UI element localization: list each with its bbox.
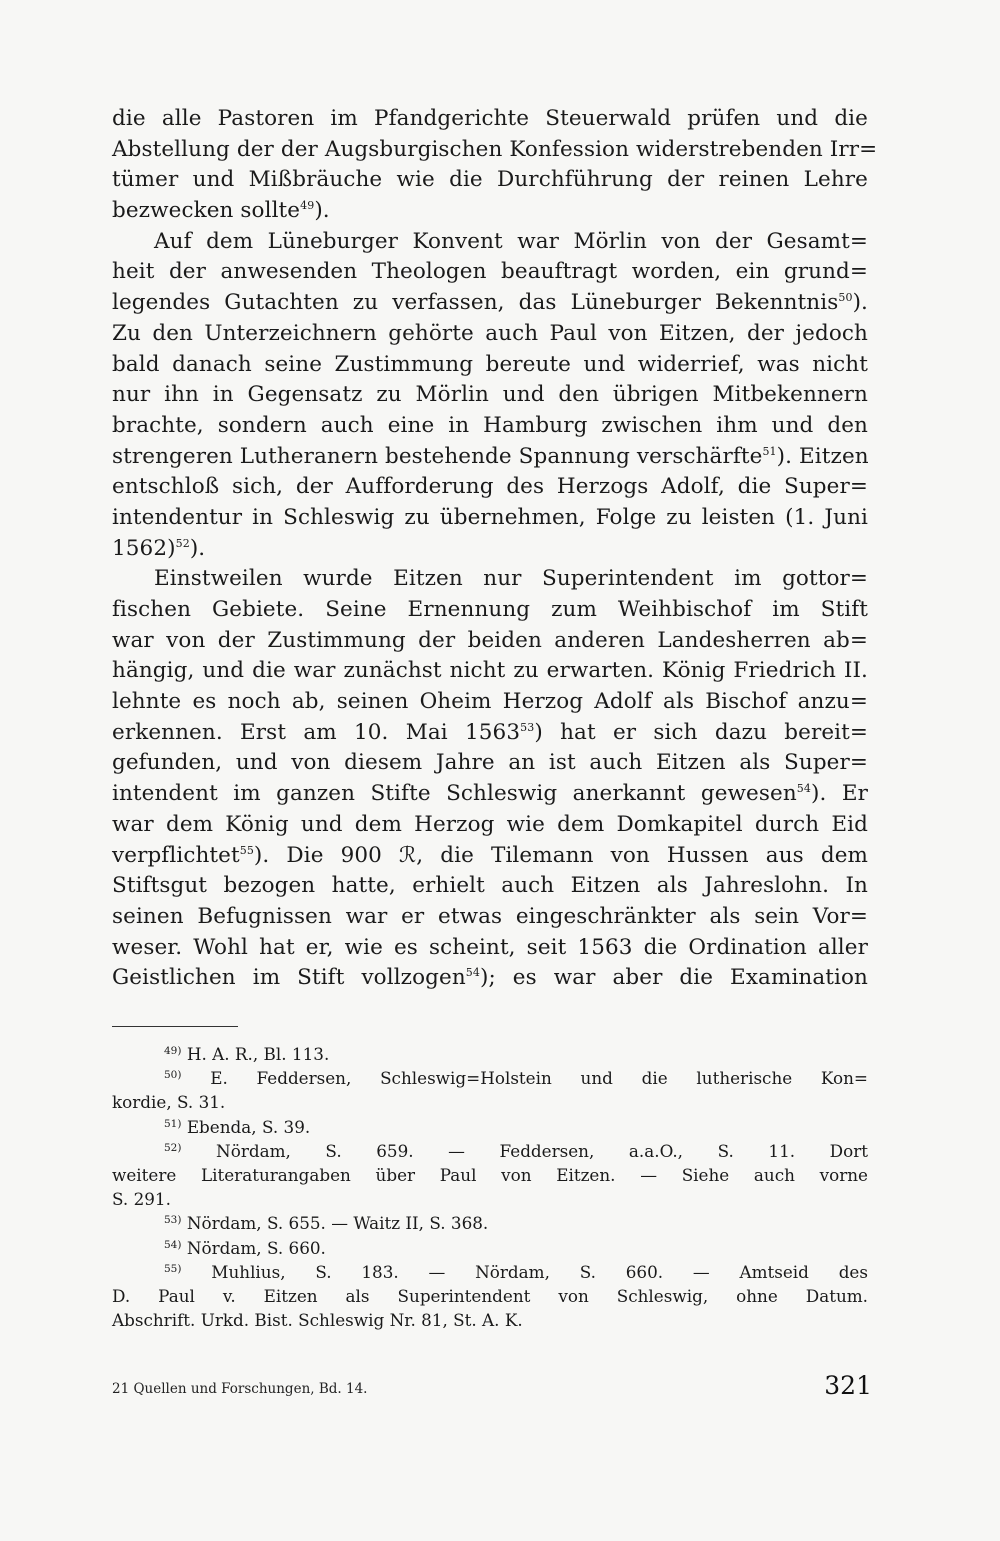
body-line: verpflichtet$^{55}$). Die 900 ℛ, die Tilemann von Hussen aus dem — [112, 842, 869, 868]
footnote-continuation: D. Paul v. Eitzen als Superintendent von Schleswig, ohne Datum. — [112, 1285, 868, 1306]
body-line: legendes Gutachten zu verfassen, das Lüneburger Bekenntnis$^{50}$). — [112, 290, 868, 316]
footnote: $^{51)}$ Ebenda, S. 39. — [164, 1116, 311, 1137]
footnote-ref: 53 — [520, 720, 535, 734]
body-line: lehnte es noch ab, seinen Oheim Herzog Adolf als Bischof anzu= — [112, 689, 868, 715]
footnote-ref: 54 — [796, 782, 811, 796]
body-line: weser. Wohl hat er, wie es scheint, seit 1563 die Ordination aller — [112, 934, 868, 960]
footnote-ref: 55 — [239, 843, 254, 857]
body-line: erkennen. Erst am 10. Mai 1563$^{53}$) hat er sich dazu bereit= — [112, 719, 868, 745]
footnote-ref: 52 — [175, 536, 190, 550]
footnote: $^{54)}$ Nördam, S. 660. — [164, 1237, 326, 1258]
footnote: $^{52)}$ Nördam, S. 659. — Feddersen, a.a.O., S. 11. Dort — [164, 1140, 868, 1161]
body-line: Abstellung der der Augsburgischen Konfession widerstrebenden Irr= — [112, 136, 878, 162]
body-line: Geistlichen im Stift vollzogen$^{54}$); es war aber die Examination — [112, 965, 868, 991]
body-line: war dem König und dem Herzog wie dem Domkapitel durch Eid — [112, 811, 868, 837]
body-line: die alle Pastoren im Pfandgerichte Steuerwald prüfen und die — [112, 106, 868, 131]
body-line: nur ihn in Gegensatz zu Mörlin und den übrigen Mitbekennern — [112, 382, 868, 408]
footnote-ref: 51 — [762, 444, 777, 458]
body-line: Stiftsgut bezogen hatte, erhielt auch Eitzen als Jahreslohn. In — [112, 873, 868, 899]
footnote-ref: 54 — [465, 966, 480, 980]
footer-signature: 21 Quellen und Forschungen, Bd. 14. — [112, 1381, 368, 1397]
footnote-rule — [112, 1026, 238, 1027]
footnotes — [112, 1042, 868, 1332]
body-line: Zu den Unterzeichnern gehörte auch Paul von Eitzen, der jedoch — [112, 320, 868, 346]
body-line: heit der anwesenden Theologen beauftragt worden, ein grund= — [112, 259, 868, 285]
body-line: fischen Gebiete. Seine Ernennung zum Weihbischof im Stift — [112, 597, 868, 622]
footnote: $^{49)}$ H. A. R., Bl. 113. — [164, 1044, 330, 1064]
reichstaler-symbol: ℛ — [399, 842, 417, 868]
footnote-continuation: S. 291. — [112, 1189, 171, 1210]
footnote-continuation: weitere Literaturangaben über Paul von Eitzen. — Siehe auch vorne — [112, 1164, 868, 1185]
body-line: war von der Zustimmung der beiden anderen Landesherren ab= — [112, 627, 868, 653]
footnote-ref: 50 — [838, 291, 853, 305]
body-line: strengeren Lutheranern bestehende Spannung verschärfte$^{51}$). Eitzen — [112, 443, 869, 469]
body-line: bald danach seine Zustimmung bereute und widerrief, was nicht — [112, 351, 868, 377]
body-line: Auf dem Lüneburger Konvent war Mörlin von der Gesamt= — [154, 228, 868, 254]
body-line: seinen Befugnissen war er etwas eingeschränkter als sein Vor= — [112, 903, 868, 929]
body-line: hängig, und die war zunächst nicht zu erwarten. König Friedrich II. — [112, 658, 868, 684]
body-line: intendentur in Schleswig zu übernehmen, Folge zu leisten (1. Juni — [112, 504, 868, 530]
body-line: gefunden, und von diesem Jahre an ist auch Eitzen als Super= — [112, 750, 868, 776]
page-number: 321 — [824, 1371, 872, 1400]
footnote-continuation: Abschrift. Urkd. Bist. Schleswig Nr. 81, St. A. K. — [112, 1310, 523, 1331]
footnote: $^{50)}$ E. Feddersen, Schleswig=Holstein und die lutherische Kon= — [164, 1068, 868, 1089]
body-line: entschloß sich, der Aufforderung des Herzogs Adolf, die Super= — [112, 474, 868, 500]
body-line: 1562)$^{52}$). — [112, 535, 206, 561]
footnote-ref: 49 — [300, 199, 315, 213]
body-line: tümer und Mißbräuche wie die Durchführung der reinen Lehre — [112, 167, 868, 193]
body-line: brachte, sondern auch eine in Hamburg zwischen ihm und den — [112, 412, 868, 438]
footnote-continuation: kordie, S. 31. — [112, 1092, 226, 1113]
body-line: bezwecken sollte$^{49}$). — [112, 198, 330, 224]
body-line: intendent im ganzen Stifte Schleswig anerkannt gewesen$^{54}$). Er — [112, 781, 869, 807]
body-line: Einstweilen wurde Eitzen nur Superintendent im gottor= — [154, 566, 868, 592]
footnote: $^{53)}$ Nördam, S. 655. — Waitz II, S. 368. — [164, 1213, 489, 1234]
footnote: $^{55)}$ Muhlius, S. 183. — Nördam, S. 660. — Amtseid des — [164, 1261, 868, 1282]
body-text — [112, 104, 878, 994]
